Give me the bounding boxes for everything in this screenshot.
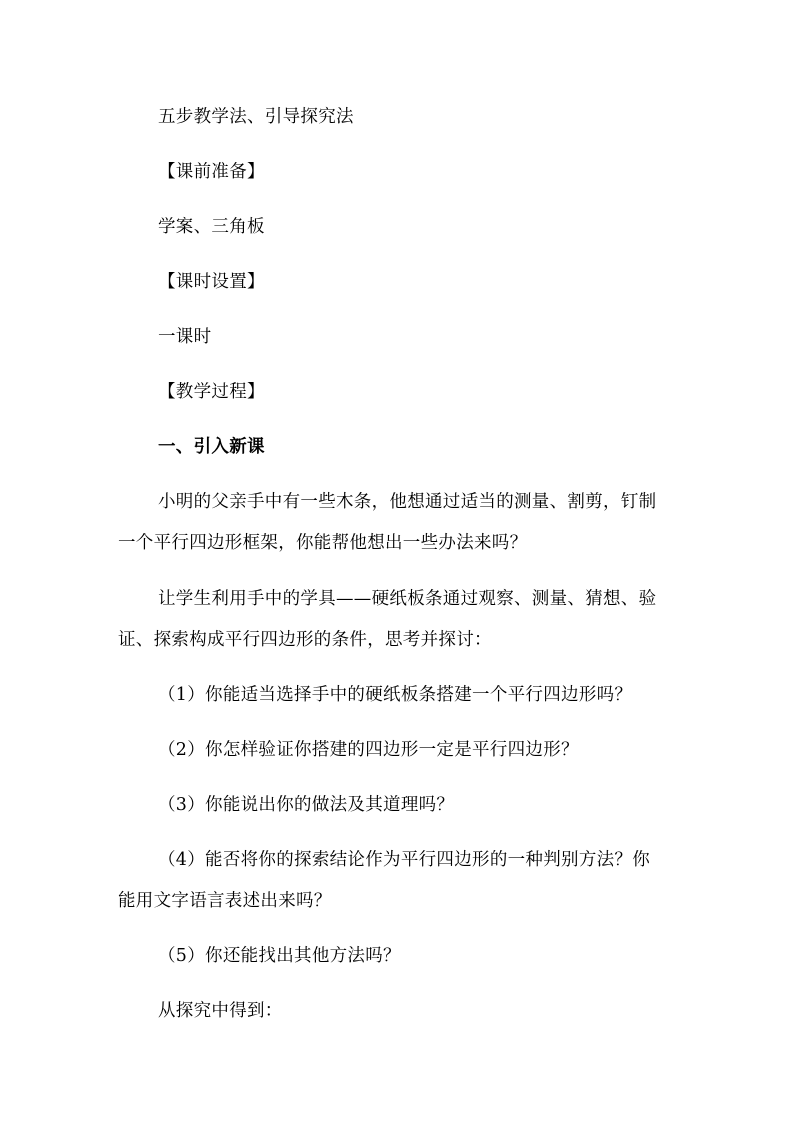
teaching-method-line: 五步教学法、引导探究法 xyxy=(158,107,354,127)
paragraph-intro-line-1: 小明的父亲手中有一些木条，他想通过适当的测量、割剪，钉制 xyxy=(158,492,657,512)
schedule-line: 一课时 xyxy=(158,327,212,347)
question-1: （1）你能适当选择手中的硬纸板条搭建一个平行四边形吗？ xyxy=(158,685,633,705)
paragraph-intro-line-2: 一个平行四边形框架，你能帮他想出一些办法来吗？ xyxy=(118,533,528,553)
question-5: （5）你还能找出其他方法吗？ xyxy=(158,946,401,966)
question-4-line-1: （4）能否将你的探索结论作为平行四边形的一种判别方法？你 xyxy=(158,850,651,870)
section-heading-process: 【教学过程】 xyxy=(158,382,265,402)
question-4-line-2: 能用文字语言表述出来吗？ xyxy=(118,891,332,911)
question-3: （3）你能说出你的做法及其道理吗？ xyxy=(158,795,455,815)
paragraph-activity-line-1: 让学生利用手中的学具——硬纸板条通过观察、测量、猜想、验 xyxy=(158,589,657,609)
preparation-materials-line: 学案、三角板 xyxy=(158,217,265,237)
subsection-heading-introduction: 一、引入新课 xyxy=(158,437,265,457)
conclusion-intro-line: 从探究中得到： xyxy=(158,1001,283,1021)
section-heading-preparation: 【课前准备】 xyxy=(158,162,265,182)
paragraph-activity-line-2: 证、探索构成平行四边形的条件，思考并探讨： xyxy=(118,630,492,650)
question-2: （2）你怎样验证你搭建的四边形一定是平行四边形？ xyxy=(158,740,579,760)
section-heading-schedule: 【课时设置】 xyxy=(158,272,265,292)
